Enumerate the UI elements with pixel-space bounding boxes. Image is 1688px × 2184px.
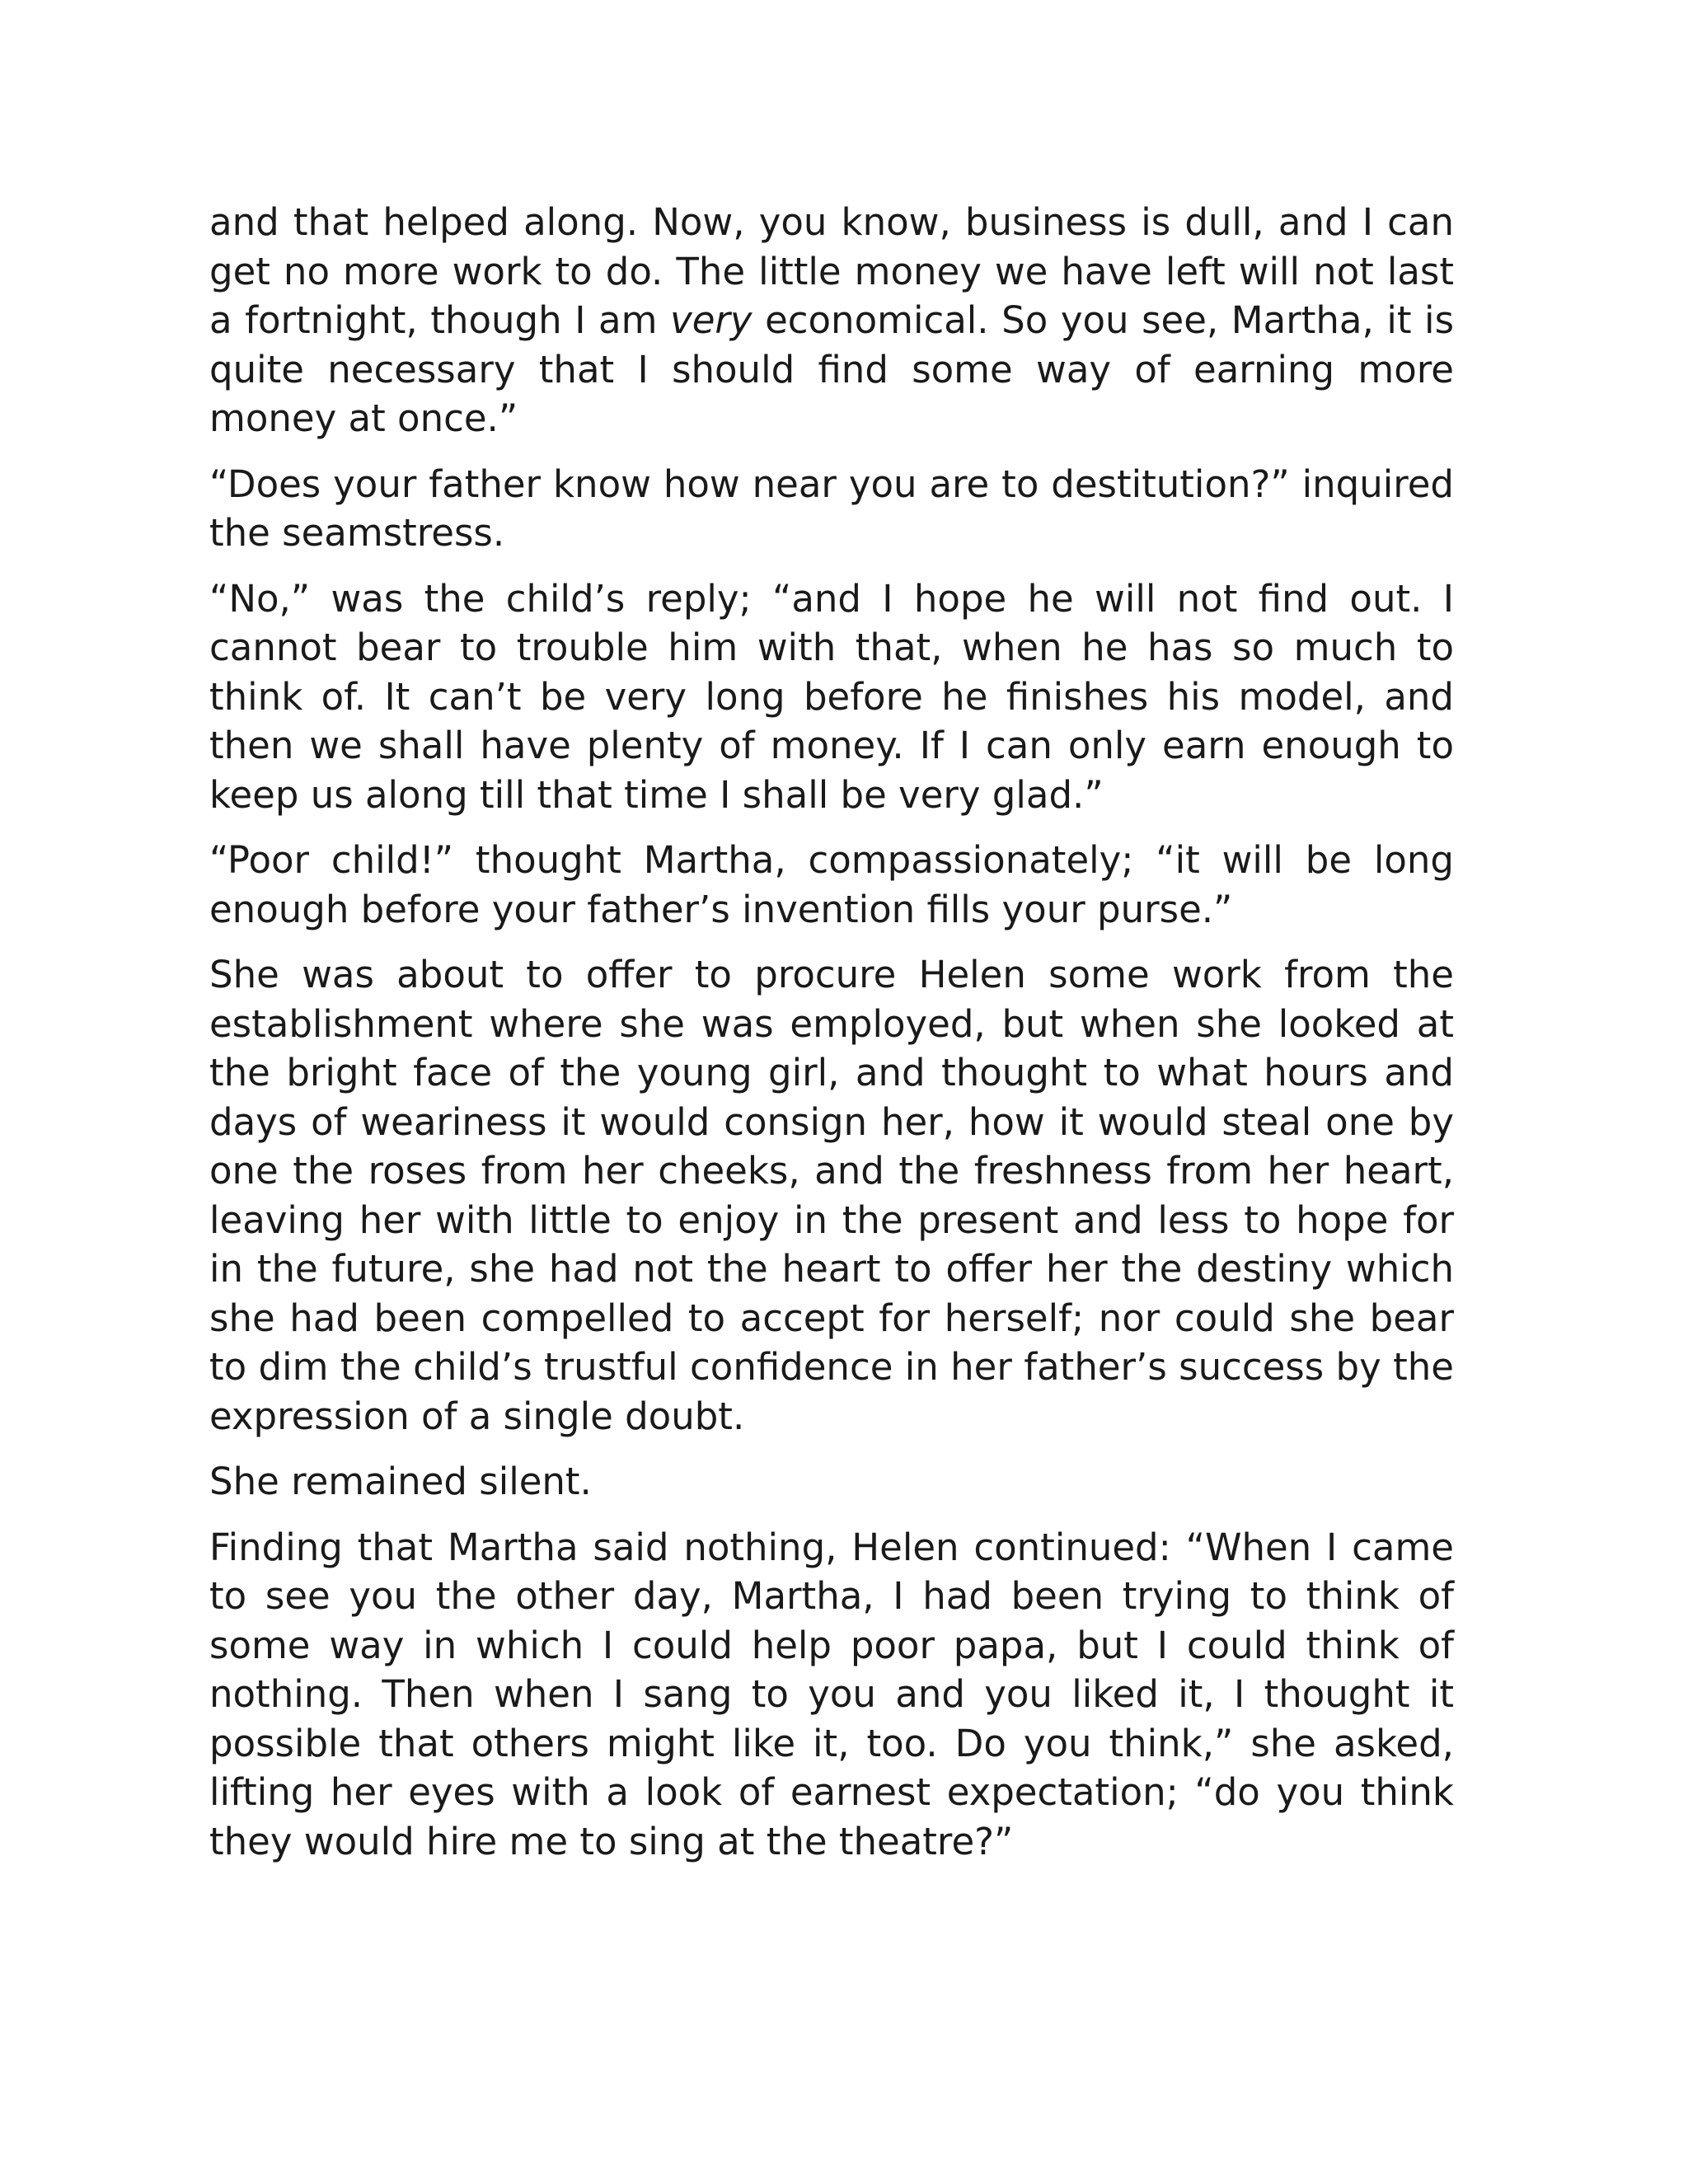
paragraph-3: “No,” was the child’s reply; “and I hope he will not find out. I cannot bear to trouble him with that, when he has so much to think of. It can’t be very long before he finishes his model, and then we shall have plenty of money. If I can only earn enough to keep us along till that time I shall be very glad.” (209, 576, 1454, 817)
body-text (209, 198, 1454, 1882)
paragraph-4: “Poor child!” thought Martha, compassionately; “it will be long enough before your father’s invention fills your purse.” (209, 838, 1454, 931)
paragraph-1-text-start: and that helped along. Now, you know, business is dull, and I can get no more work to do. The little money we have left will not last a fortnight, though I am (209, 200, 1454, 342)
paragraph-5: She was about to offer to procure Helen some work from the establishment where she was employed, but when she looked at the bright face of the young girl, and thought to what hours and days of weariness it would consign her, how it would steal one by one the roses from her cheeks, and the freshness from her heart, leaving her with little to enjoy in the present and less to hope for in the future, she had not the heart to offer her the destiny which she had been compelled to accept for herself; nor could she bear to dim the child’s trustful confidence in her father’s success by the expression of a single doubt. (209, 953, 1454, 1438)
paragraph-1 (209, 198, 1454, 443)
paragraph-2: “Does your father know how near you are to destitution?” inquired the seamstress. (209, 462, 1454, 555)
paragraph-7: Finding that Martha said nothing, Helen continued: “When I came to see you the other day, Martha, I had been trying to think of some way in which I could help poor papa, but I could think of nothing. Then when I sang to you and you liked it, I thought it possible that others might like it, too. Do you think,” she asked, lifting her eyes with a look of earnest expectation; “do you think they would hire me to sing at the theatre?” (209, 1525, 1454, 1863)
paragraph-6: She remained silent. (209, 1460, 592, 1503)
paragraph-1-emphasis: very (670, 298, 753, 342)
paragraph-1-text-end: economical. So you see, Martha, it is quite necessary that I should find some way of earning more money at once.” (209, 298, 1455, 440)
